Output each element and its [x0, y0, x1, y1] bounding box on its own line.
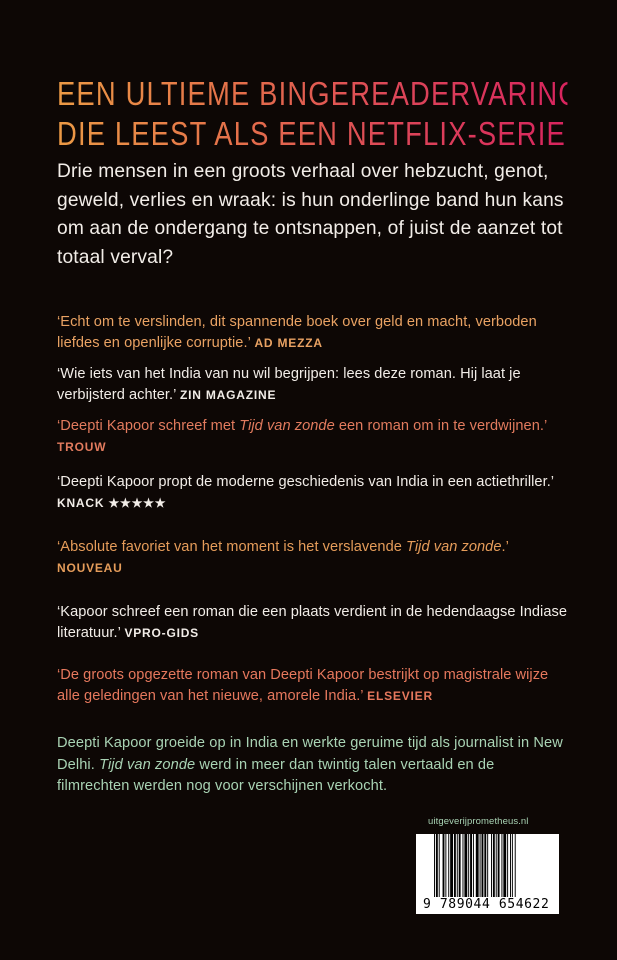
quote-text: ‘Kapoor schreef een roman die een plaats verdient in de hedendaagse Indiase literatuur.’ — [57, 604, 568, 641]
review-quote — [57, 364, 569, 406]
quote-text: ‘Absolute favoriet van het moment is het verslavende — [57, 539, 407, 555]
bio-title-italic: Tijd van zonde — [99, 756, 196, 773]
isbn-digits: 9 789044 654622 — [423, 897, 550, 912]
quote-source: TROUW — [57, 440, 107, 454]
isbn-barcode — [416, 834, 559, 914]
quote-source: AD MEZZA — [254, 336, 323, 350]
author-bio — [57, 733, 569, 798]
quote-source: NOUVEAU — [57, 561, 123, 575]
review-quote — [57, 312, 569, 354]
quote-text-after: een roman om in te verdwijnen.’ — [334, 418, 547, 434]
bio-text-after: werd in meer dan twintig talen vertaald en de filmrechten werden nog voor verschijnen verkocht. — [57, 756, 495, 794]
bio-text: Deepti Kapoor groeide op in India en werkte geruime tijd als journalist in New Delhi. — [57, 735, 563, 773]
headline-line-2: DIE LEEST ALS EEN NETFLIX-SERIE — [57, 115, 566, 153]
review-quote — [57, 537, 569, 579]
review-quote — [57, 472, 569, 514]
quote-source: ELSEVIER — [367, 689, 433, 703]
review-quote — [57, 416, 569, 458]
isbn-number — [423, 897, 549, 912]
publisher-url: uitgeverijprometheus.nl — [428, 816, 529, 827]
quote-source: KNACK ★★★★★ — [57, 496, 167, 510]
quote-source: VPRO-GIDS — [124, 626, 199, 640]
quote-text: ‘Deepti Kapoor propt de moderne geschiedenis van India in een actiethriller.’ — [57, 474, 554, 490]
quote-text: ‘Echt om te verslinden, dit spannende boek over geld en macht, verboden liefdes en openlijke corruptie.’ — [57, 314, 537, 351]
quote-text-after: .’ — [501, 539, 509, 555]
review-quote — [57, 602, 569, 644]
headline — [57, 74, 581, 154]
quote-title-italic: Tijd van zonde — [406, 539, 502, 555]
quote-source: ZIN MAGAZINE — [180, 388, 277, 402]
quote-title-italic: Tijd van zonde — [239, 418, 335, 434]
headline-line-1: EEN ULTIEME BINGEREADERVARING — [57, 75, 581, 113]
quote-text: ‘De groots opgezette roman van Deepti Kapoor bestrijkt op magistrale wijze alle geledingen van het nieuwe, amorele India.’ — [57, 667, 549, 704]
intro-paragraph: Drie mensen in een groots verhaal over hebzucht, genot, geweld, verlies en wraak: is hun onderlinge band hun kans om aan de ondergang te ontsnappen, of juist de aanzet tot totaal verval? — [57, 161, 564, 268]
quote-text: ‘Deepti Kapoor schreef met — [57, 418, 240, 434]
review-quote — [57, 665, 569, 707]
quote-text: ‘Wie iets van het India van nu wil begrijpen: lees deze roman. Hij laat je verbijsterd achter.’ — [57, 366, 521, 403]
